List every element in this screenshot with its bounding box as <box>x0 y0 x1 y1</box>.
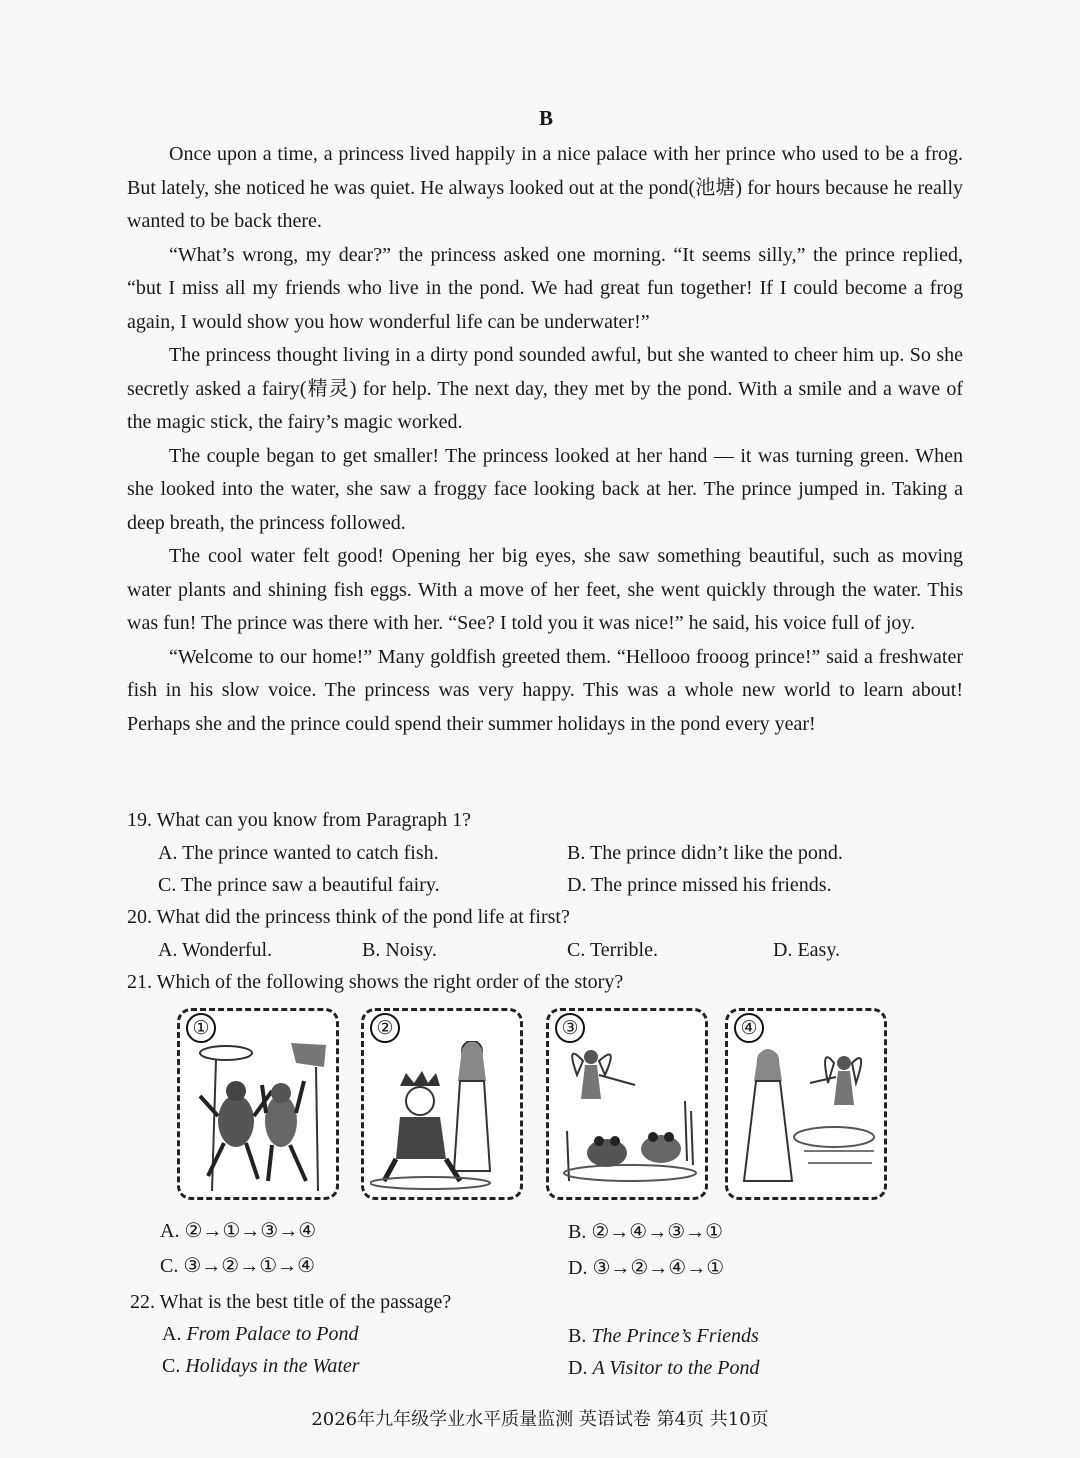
question-21-option-a[interactable]: A. ②→①→③→④ <box>160 1220 317 1242</box>
section-title: B <box>538 106 553 130</box>
page-footer: 2026年九年级学业水平质量监测 英语试卷 第4页 共10页 <box>311 1409 769 1430</box>
question-20-option-c[interactable]: C. Terrible. <box>567 939 658 961</box>
question-21-stem: 21. Which of the following shows the right order of the story? <box>127 971 624 993</box>
option-d-letter: D. <box>568 1357 588 1379</box>
option-b-text: The Prince’s Friends <box>591 1325 759 1347</box>
question-22-stem: 22. What is the best title of the passage? <box>130 1291 452 1313</box>
question-22-option-a[interactable] <box>162 1320 358 1348</box>
picture-1-number: ① <box>186 1013 216 1043</box>
question-22-option-b[interactable] <box>568 1322 759 1350</box>
question-20-option-b[interactable]: B. Noisy. <box>362 939 437 961</box>
paragraph-2: “What’s wrong, my dear?” the princess asked one morning. “It seems silly,” the prince replied, “but I miss all my friends who live in the pond. We had great fun together! If I could become a frog again, I would show you how wonderful life can be underwater!” <box>127 243 963 333</box>
option-d-text: A Visitor to the Pond <box>592 1357 760 1379</box>
question-19-stem: 19. What can you know from Paragraph 1? <box>127 809 471 831</box>
picture-3-number: ③ <box>555 1013 585 1043</box>
question-19-option-c[interactable]: C. The prince saw a beautiful fairy. <box>158 874 440 896</box>
question-21-option-d[interactable]: D. ③→②→④→① <box>568 1257 725 1279</box>
question-19-option-d[interactable]: D. The prince missed his friends. <box>567 874 832 896</box>
option-b-letter: B. <box>568 1325 587 1347</box>
question-19-option-b[interactable]: B. The prince didn’t like the pond. <box>567 842 843 864</box>
question-22-option-c[interactable] <box>162 1352 360 1380</box>
option-a-letter: A. <box>162 1323 182 1345</box>
question-22-option-d[interactable] <box>568 1354 759 1382</box>
option-c-text: Holidays in the Water <box>185 1355 360 1377</box>
reading-passage <box>127 138 963 741</box>
question-20-stem: 20. What did the princess think of the pond life at first? <box>127 906 570 928</box>
paragraph-3: The princess thought living in a dirty pond sounded awful, but she wanted to cheer him up. So she secretly asked a fairy(精灵) for help. The next day, they met by the pond. With a smile and a wave of the magic stick, the fairy’s magic worked. <box>127 344 963 433</box>
paragraph-1: Once upon a time, a princess lived happily in a nice palace with her prince who used to be a frog. But lately, she noticed he was quiet. He always looked out at the pond(池塘) for hours because he really wanted to be back there. <box>127 143 963 232</box>
question-19-option-a[interactable]: A. The prince wanted to catch fish. <box>158 842 439 864</box>
picture-2-number: ② <box>370 1013 400 1043</box>
picture-4-princess-fairy-pond <box>725 1008 887 1200</box>
frogs-illustration <box>186 1041 332 1193</box>
paragraph-6: “Welcome to our home!” Many goldfish greeted them. “Hellooo frooog prince!” said a freshwater fish in his slow voice. The princess was very happy. This was a whole new world to learn about! Perhaps she and the prince could spend their summer holidays in the pond every year! <box>127 645 963 735</box>
picture-1-frogs <box>177 1008 339 1200</box>
paragraph-4: The couple began to get smaller! The princess looked at her hand — it was turning green. When she looked into the water, she saw a froggy face looking back at her. The prince jumped in. Taking a deep breath, the princess followed. <box>127 444 963 534</box>
picture-2-sad-prince <box>361 1008 523 1200</box>
option-a-text: From Palace to Pond <box>186 1323 359 1345</box>
picture-3-fairy-frogs <box>546 1008 708 1200</box>
princess-fairy-illustration <box>734 1041 880 1193</box>
paragraph-5: The cool water felt good! Opening her big eyes, she saw something beautiful, such as moving water plants and shining fish eggs. With a move of her feet, she went quickly through the water. This was fun! The prince was there with her. “See? I told you it was nice!” he said, his voice full of joy. <box>127 545 963 634</box>
question-21-option-c[interactable]: C. ③→②→①→④ <box>160 1255 316 1277</box>
picture-4-number: ④ <box>734 1013 764 1043</box>
option-c-letter: C. <box>162 1355 181 1377</box>
question-20-option-a[interactable]: A. Wonderful. <box>158 939 273 961</box>
question-20-option-d[interactable]: D. Easy. <box>773 939 841 961</box>
prince-princess-illustration <box>370 1041 516 1193</box>
fairy-frogs-illustration <box>555 1041 701 1193</box>
question-21-option-b[interactable]: B. ②→④→③→① <box>568 1221 724 1243</box>
